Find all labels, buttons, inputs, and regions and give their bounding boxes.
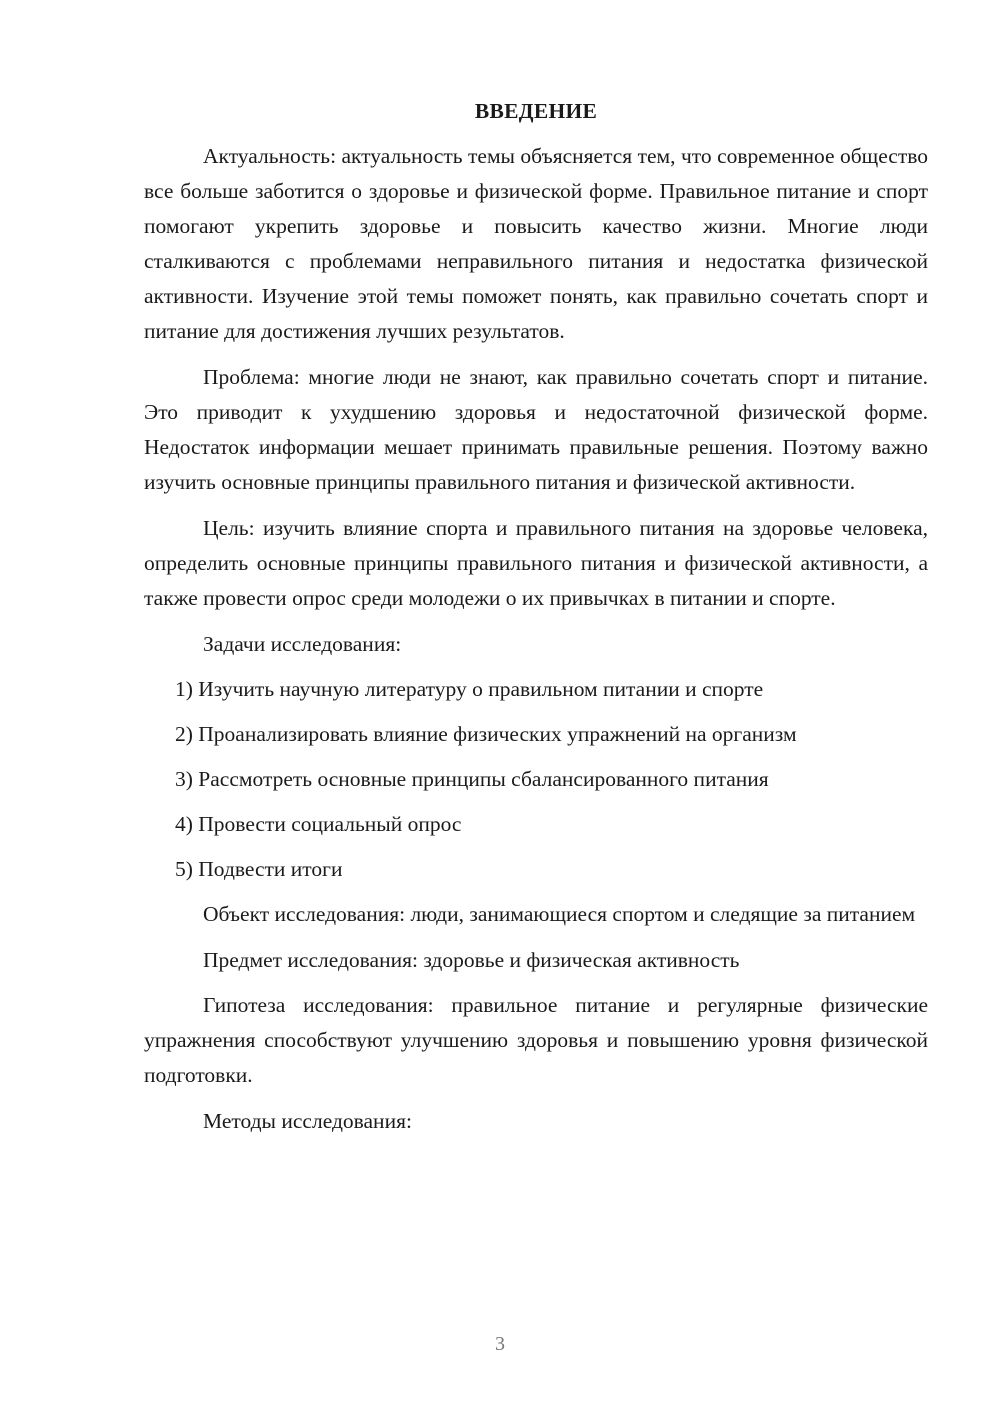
paragraph-relevance: Актуальность: актуальность темы объясняется тем, что современное общество все больше заботится о здоровье и физической форме. Правильное питание и спорт помогают укрепить здоровье и повысить качество жизни. Многие люди сталкиваются с проблемами неправильного питания и недостатка физической активности. Изучение этой темы поможет понять, как правильно сочетать спорт и питание для достижения лучших результатов.	[144, 144, 928, 343]
page-number: 3	[495, 1333, 505, 1355]
paragraph-hypothesis: Гипотеза исследования: правильное питание и регулярные физические упражнения способствуют улучшению здоровья и повышению уровня физической подготовки.	[144, 993, 928, 1087]
page-title: ВВЕДЕНИЕ	[474, 99, 598, 123]
methods-heading: Методы исследования:	[203, 1109, 412, 1133]
list-item: 2) Проанализировать влияние физических упражнений на организм	[175, 722, 797, 746]
list-item: 5) Подвести итоги	[175, 857, 343, 881]
list-item: 4) Провести социальный опрос	[175, 812, 462, 836]
list-item: 1) Изучить научную литературу о правильном питании и спорте	[175, 677, 764, 701]
document-page	[144, 94, 928, 1149]
tasks-list	[144, 672, 928, 887]
paragraph-object: Объект исследования: люди, занимающиеся спортом и следящие за питанием	[203, 902, 916, 926]
paragraph-problem: Проблема: многие люди не знают, как правильно сочетать спорт и питание. Это приводит к ухудшению здоровья и недостаточной физической форме. Недостаток информации мешает принимать правильные решения. Поэтому важно изучить основные принципы правильного питания и физической активности.	[144, 365, 928, 494]
paragraph-subject: Предмет исследования: здоровье и физическая активность	[203, 948, 740, 972]
tasks-heading: Задачи исследования:	[203, 632, 402, 656]
paragraph-goal: Цель: изучить влияние спорта и правильного питания на здоровье человека, определить основные принципы правильного питания и физической активности, а также провести опрос среди молодежи о их привычках в питании и спорте.	[144, 516, 928, 610]
list-item: 3) Рассмотреть основные принципы сбалансированного питания	[175, 767, 769, 791]
